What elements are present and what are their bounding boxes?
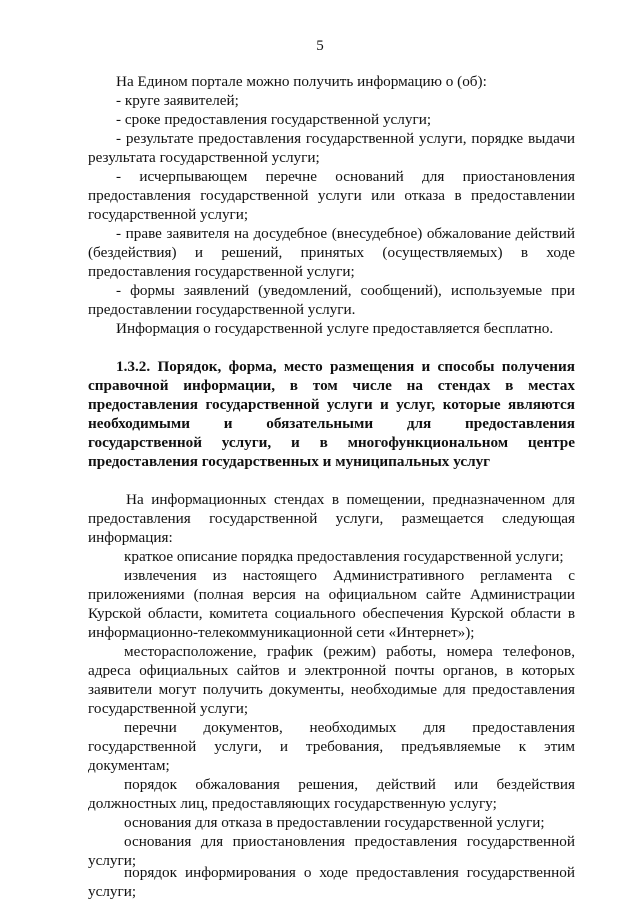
text-line: предоставления государственной услуги; [88,263,355,280]
text-line: предоставления государственной услуги, размещается следующая [88,510,575,527]
text-line: предоставления государственной услуги или отказа в предоставлении [88,187,575,204]
text-line: предоставлении государственной услуги. [88,301,356,318]
text-line: - формы заявлений (уведомлений, сообщений), используемые при [116,282,575,299]
section-heading-line: государственной услуги, и в многофункциональном центре [88,434,575,451]
text-line: адреса официальных сайтов и электронной почты органов, в которых [88,662,575,679]
text-line: государственной услуги; [88,206,249,223]
text-line: - результате предоставления государственной услуги, порядке выдачи [116,130,575,147]
text-line: основания для приостановления предоставления государственной [124,833,575,850]
text-line: документам; [88,757,170,774]
text-line: - сроке предоставления государственной услуги; [116,111,432,128]
section-heading-line: предоставления государственной услуги и услуг, которые являются [88,396,575,413]
text-line: - праве заявителя на досудебное (внесудебное) обжалование действий [116,225,575,242]
text-line: перечни документов, необходимых для предоставления [124,719,575,736]
text-line: На Едином портале можно получить информацию о (об): [116,73,487,90]
text-line: извлечения из настоящего Административного регламента с [124,567,575,584]
text-line: государственной услуги, и требования, предъявляемые к этим [88,738,575,755]
text-line: результата государственной услуги; [88,149,320,166]
text-line: - круге заявителей; [116,92,239,109]
section-heading-line: предоставления государственных и муниципальных услуг [88,453,491,470]
text-line: основания для отказа в предоставлении государственной услуги; [124,814,545,831]
text-line: порядок информирования о ходе предоставления государственной [124,864,575,881]
section-heading-line: 1.3.2. Порядок, форма, место размещения и способы получения [116,358,575,375]
text-line: услуги; [88,852,137,869]
text-line: краткое описание порядка предоставления государственной услуги; [124,548,564,565]
text-line: информация: [88,529,173,546]
text-line: - исчерпывающем перечне оснований для приостановления [116,168,575,185]
text-line: заявители могут получить документы, необходимые для предоставления [88,681,575,698]
text-line: (бездействия) и решений, принятых (осуществляемых) в ходе [88,244,575,261]
text-line: порядок обжалования решения, действий или бездействия [124,776,575,793]
text-line: информационно-телекоммуникационной сети «Интернет»); [88,624,475,641]
section-heading-line: справочной информации, в том числе на стендах в местах [88,377,575,394]
text-line: приложениями (полная версия на официальном сайте Администрации [88,586,575,603]
text-line: месторасположение, график (режим) работы, номера телефонов, [124,643,575,660]
text-line: услуги; [88,883,137,900]
section-heading-line: необходимыми и обязательными для предоставления [88,415,575,432]
text-line: должностных лиц, предоставляющих государственную услугу; [88,795,497,812]
text-line: государственной услуги; [88,700,249,717]
text-line: На информационных стендах в помещении, предназначенном для [126,491,575,508]
text-line: Курской области, комитета социального обеспечения Курской области в [88,605,575,622]
page-number: 5 [316,38,324,54]
text-line: Информация о государственной услуге предоставляется бесплатно. [116,320,554,337]
